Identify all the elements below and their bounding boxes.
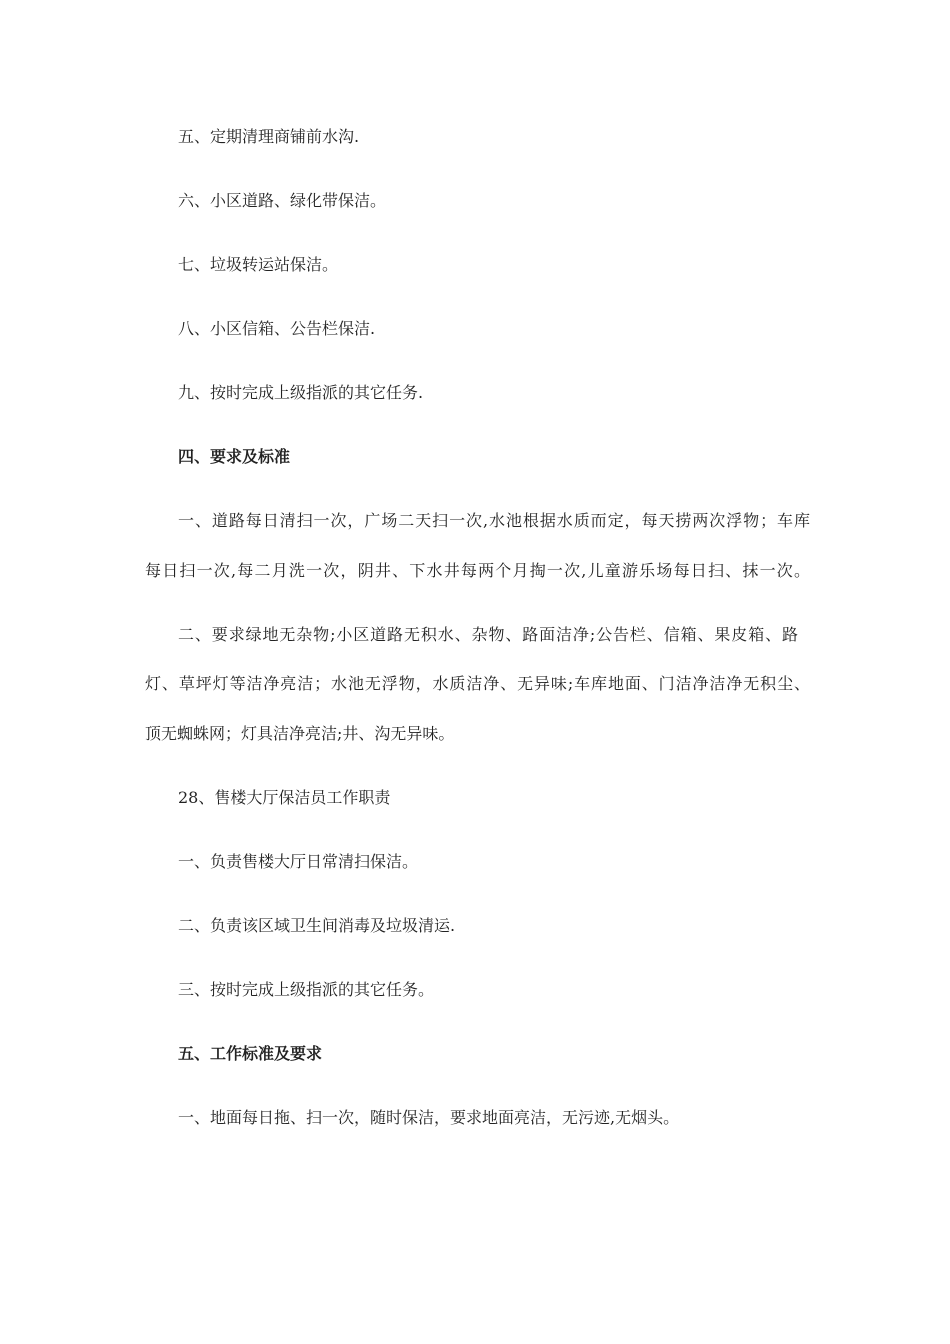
list-item: 三、按时完成上级指派的其它任务。 (178, 980, 435, 999)
list-item: 六、小区道路、绿化带保洁。 (178, 191, 387, 210)
paragraph-line: 二、要求绿地无杂物;小区道路无积水、杂物、路面洁净;公告栏、信箱、果皮箱、路 (178, 625, 798, 644)
list-item: 七、垃圾转运站保洁。 (178, 255, 339, 274)
list-item: 一、负责售楼大厅日常清扫保洁。 (178, 852, 419, 871)
list-item: 二、负责该区域卫生间消毒及垃圾清运. (178, 916, 456, 935)
section-title: 28、售楼大厅保洁员工作职责 (178, 788, 391, 807)
list-item: 一、地面每日拖、扫一次，随时保洁，要求地面亮洁，无污迹,无烟头。 (178, 1108, 680, 1127)
paragraph-line: 灯、草坪灯等洁净亮洁；水池无浮物，水质洁净、无异味;车库地面、门洁净洁净无积尘、 (145, 674, 810, 693)
paragraph-line: 顶无蜘蛛网；灯具洁净亮洁;井、沟无异味。 (145, 724, 455, 743)
section-heading: 四、要求及标准 (178, 447, 291, 466)
section-heading: 五、工作标准及要求 (178, 1044, 323, 1063)
paragraph-line: 一、道路每日清扫一次，广场二天扫一次,水池根据水质而定，每天捞两次浮物；车库 (178, 511, 810, 530)
paragraph-line: 每日扫一次,每二月洗一次，阴井、下水井每两个月掏一次,儿童游乐场每日扫、抹一次。 (145, 561, 810, 580)
list-item: 八、小区信箱、公告栏保洁. (178, 319, 376, 338)
list-item: 五、定期清理商铺前水沟. (178, 127, 360, 146)
list-item: 九、按时完成上级指派的其它任务. (178, 383, 424, 402)
